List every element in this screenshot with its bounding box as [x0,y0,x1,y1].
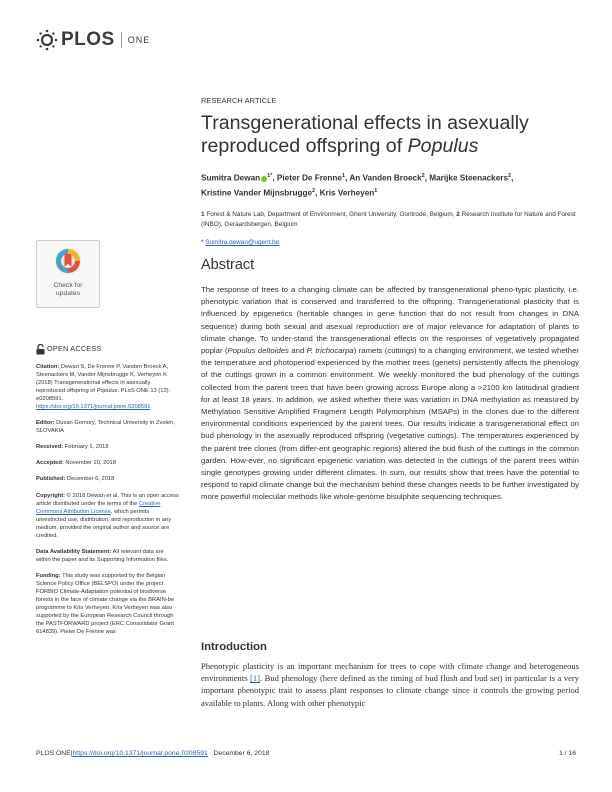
author-name[interactable]: Sumitra Dewan [201,173,261,183]
plos-one-logo[interactable] [36,28,150,52]
received-date: February 1, 2018 [63,444,109,451]
citation-text: Dewan S, De Frenne P, Vanden Broeck A, Steenackers M, Vander Mijnsbrugge K, Verheyen K (2018) Transgenerational effects in asexually reproduced offspring of [36,364,169,395]
citation-block [36,363,179,411]
page-number: 1 / 16 [558,750,576,757]
abstract-text: The response of trees to a changing climate can be affected by transgenerational pheno-typic plasticity, i.e. phenotypic variation that is conserved and transferred to the offspring. Transgenerational plasticity that is influenced by epigenetics (heritable changes in gene function that do not result from changes in DNA sequence) during both sexual and asexual reproduction are of major relevance for adaptation of plants to climate change. To under-stand the transgenerational effects on the responses of vegetatively propagated poplar ( [201,285,579,356]
published-label: Published: [36,476,66,483]
logo-word: PLOS [61,29,115,50]
author-affil: 2 [312,187,316,194]
affil-text: Research Institute for Nature and Forest (INBO), Geraardsbergen, Belgium [201,211,576,228]
author-name[interactable]: Marijke Steenackers [429,173,509,183]
published-date: December 6, 2018 [65,476,115,483]
introduction-body [201,660,579,709]
author-affil: 1 [342,173,346,179]
crossmark-icon [53,246,83,276]
reference-link[interactable]: [1] [250,673,260,684]
abstract-body [201,284,579,504]
intro-text: Phenotypic plasticity is an important mechanism for trees to cope with climate change and heterogeneous environments [201,661,579,684]
citation-text: . PLoS ONE 13 (12): e0208591. [36,388,171,403]
author-name[interactable]: Kris Verheyen [319,188,375,198]
article-type: RESEARCH ARTICLE [201,96,277,105]
title-text: Transgenerational effects in asexually reproduced offspring of [201,112,529,157]
affiliations [201,210,579,228]
data-availability-label: Data Availability Statement: [36,548,112,555]
logo-divider [121,32,122,48]
author-name[interactable]: Kristine Vander Mijnsbrugge [201,188,313,198]
title-italic: Populus [407,135,479,157]
copyright-block [36,492,179,540]
author-affil: 1 [267,173,271,179]
citation-label: Citation: [36,364,60,370]
received-block [36,443,179,451]
copyright-text: © 2018 Dewan et al. This is an open access article distributed under the terms of the [36,492,179,507]
copyright-label: Copyright: [36,492,66,499]
author-affil: 2 [508,173,512,179]
open-lock-icon [36,344,45,355]
abstract-text: ) ramets (cuttings) to a changing environment, we tested whether the temperature and photoperiod experienced by the mother trees (genets) persistently affects the phenology of the cuttings grown in a common environment. We weekly monitored the bud phenology of the cuttings collected from the parent trees that have been growing across Europe along a >2100 km latitudinal gradient for at least 18 years. In addition, we asked whether there was variation in DNA methylation as measured by Methylation Sensitive Amplified Fragment Length Polymorphism (MSAPs) in the clones due to the different environmental conditions experienced by the parent trees. Our results indicate a transgenerational effect on bud phenology in the asexually reproduced offspring (vegetative cuttings). The temperatures experienced by the parent tree clones (from differ-ent geographic regions) altered the bud flush of the cuttings in the common garden. How-ever, no significant epigenetic variation was detected in the cuttings of the parent trees within single genotypes growing under different climates. In sum, our results show that trees have the potential to respond to rapid climate change but the mechanism behind these changes needs to be further investigated by more powerful molecular methods like whole-genome bisulphite sequencing techniques. [201,346,579,502]
species-name: P. trichocarpa [306,346,354,356]
abstract-text: and [288,346,307,356]
affil-number: 1 [201,211,205,219]
data-availability-block [36,548,179,564]
footer-date: December 6, 2018 [213,750,270,757]
open-access-row [36,344,179,355]
article-header [201,96,579,246]
corresponding-email [201,239,579,246]
intro-text: . Bud phenology (here defined as the timing of bud flush and bud set) in particular is a very important phenotypic trait to assess plant responses to climate change since it controls the growing period available to plants. Along with other phenotypic [201,673,579,708]
author-affil: 2 [421,173,425,179]
editor-block [36,419,179,435]
footer-doi-link[interactable]: https://doi.org/10.1371/journal.pone.0208591 [72,750,208,757]
corresp-star: * [270,173,273,179]
abstract-heading: Abstract [201,257,255,273]
article-title [201,112,579,158]
introduction-heading: Introduction [201,641,267,653]
author-name[interactable]: An Vanden Broeck [349,173,422,183]
metadata-sidebar [36,344,179,644]
author-name[interactable]: Pieter De Frenne [276,173,342,183]
footer-separator: | [70,750,73,757]
corresp-marker: * [201,238,204,246]
logo-journal: ONE [127,35,151,45]
citation-doi-link[interactable]: https://doi.org/10.1371/journal.pone.0208591 [36,404,151,411]
author-affil: 1 [374,187,378,194]
copyright-text: , which permits unrestricted use, distribution, and reproduction in any medium, provided the original author and source are credited. [36,508,172,539]
accepted-date: November 20, 2018 [63,460,116,467]
open-access-label: OPEN ACCESS [47,344,102,354]
editor-text: Dusan Gomory, Technical University in Zvolen, SLOVAKIA [36,420,175,435]
affil-number: 2 [456,211,460,219]
check-for-updates-badge[interactable] [36,240,100,308]
cfu-line: updates [55,290,81,297]
author-list: Sumitra Dewan $^{1*}$, Pieter De Frenne$^1$, An Vanden Broeck$^2$, Marijke Steenackers$^2$, Kristine Vander Mijnsbrugge$^2$, Kris Verheyen$^1$ [201,173,514,198]
license-link[interactable]: Creative Commons Attribution License [36,500,161,515]
published-block [36,475,179,483]
editor-label: Editor: [36,420,55,427]
cfu-line: Check for [53,282,83,289]
funding-label: Funding: [36,572,61,579]
data-availability-text: All relevant data are within the paper and its Supporting Information files. [36,548,169,563]
footer-journal: PLOS ONE [36,750,71,757]
affil-text: Forest & Nature Lab, Department of Environment, Ghent University, Gontrode, Belgium, [206,211,455,219]
accepted-block [36,459,179,467]
species-name: Populus deltoides [227,346,289,356]
funding-block [36,572,179,636]
funding-text: This study was supported by the Belgian Science Policy Office (BELSPO) under the project FORBIO Climate-Adaptation potential of biodiverse forests in the face of climate change via the BRAIN-be programme to Kris Verheyen. Kris Verheyen was also supported by the European Research Council through the PASTFORWARD project (ERC Consolidator Grant 614839). Pieter De Frenne was [36,572,175,636]
email-link[interactable]: Sumitra.dewan@ugent.be [205,238,280,246]
citation-italic: Populus [96,388,118,395]
page-footer [36,750,576,757]
check-for-updates-label [37,282,99,298]
received-label: Received: [36,444,64,451]
accepted-label: Accepted: [36,460,64,467]
plos-sun-icon [36,29,58,51]
